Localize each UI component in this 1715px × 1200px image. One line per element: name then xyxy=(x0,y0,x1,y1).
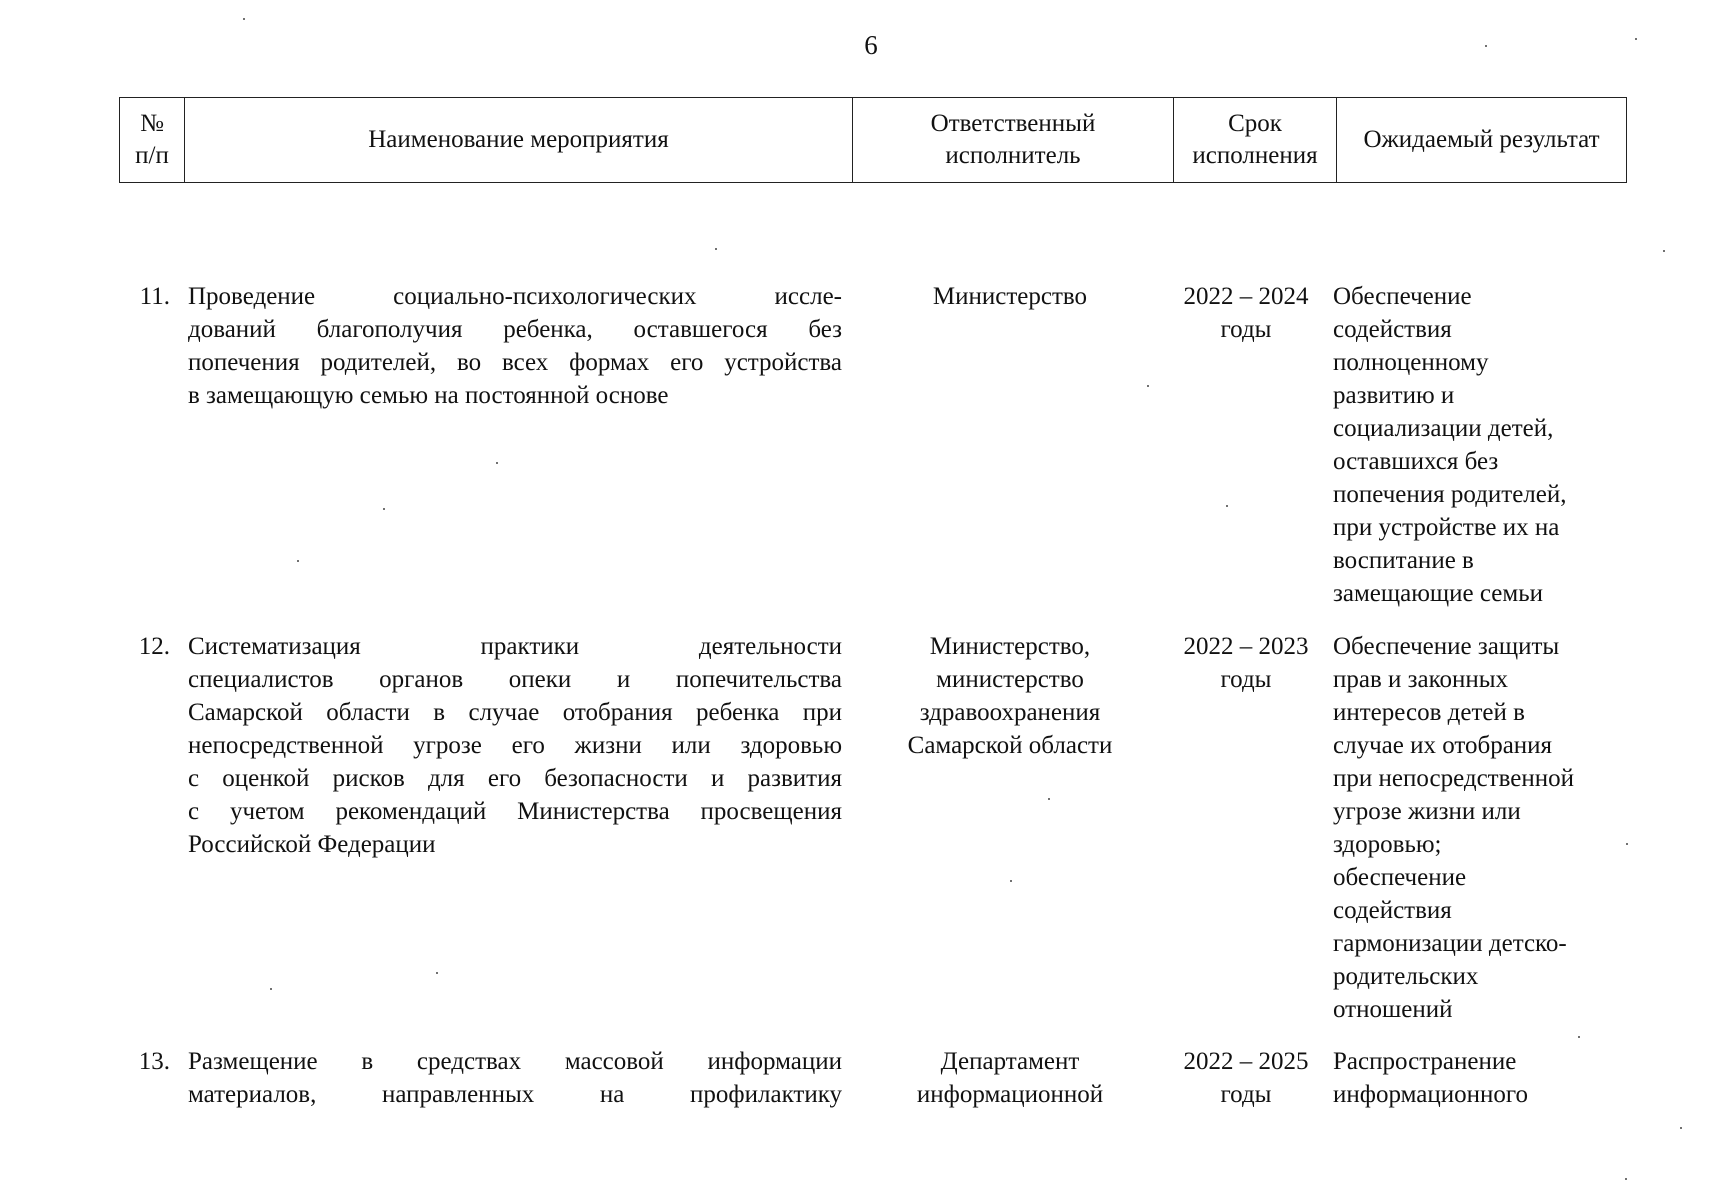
row-executor xyxy=(860,630,1160,762)
row-result xyxy=(1333,280,1623,610)
scan-speck xyxy=(243,18,245,20)
scan-speck xyxy=(297,560,299,562)
scan-speck xyxy=(270,988,272,990)
row-activity-name xyxy=(188,1045,842,1111)
scan-speck xyxy=(1010,880,1012,882)
term-line: годы xyxy=(1220,1081,1272,1108)
result-line: оставшихся без xyxy=(1333,448,1499,475)
executor-line: здравоохранения xyxy=(919,699,1101,726)
activity-line: Систематизация практики деятельности xyxy=(188,633,842,660)
row-executor xyxy=(860,280,1160,313)
table-header xyxy=(119,97,1627,183)
activity-line: дований благополучия ребенка, оставшегося без xyxy=(188,316,842,343)
activity-line: попечения родителей, во всех формах его устройства xyxy=(188,349,842,376)
activity-line: материалов, направленных на профилактику xyxy=(188,1081,842,1108)
term-line: годы xyxy=(1220,666,1272,693)
header-term-line-2: исполнения xyxy=(1192,142,1318,169)
row-number: 11. xyxy=(139,283,170,310)
result-line: при устройстве их на xyxy=(1333,514,1560,541)
result-line: содействия xyxy=(1333,316,1452,343)
result-line: обеспечение xyxy=(1333,864,1467,891)
row-activity-name xyxy=(188,630,842,861)
header-executor-line-2: исполнитель xyxy=(945,142,1081,169)
term-line: 2022 – 2023 xyxy=(1183,633,1309,660)
result-line: при непосредственной xyxy=(1333,765,1574,792)
header-number-symbol: № xyxy=(140,110,164,137)
scan-speck xyxy=(383,508,385,510)
activity-line: с оценкой рисков для его безопасности и развития xyxy=(188,765,842,792)
header-name-column xyxy=(185,98,853,182)
result-line: Обеспечение защиты xyxy=(1333,633,1560,660)
header-number-column xyxy=(120,98,185,182)
result-line: социализации детей, xyxy=(1333,415,1554,442)
header-result-column xyxy=(1337,98,1626,182)
scan-speck xyxy=(436,972,438,974)
scan-speck xyxy=(1680,1127,1682,1129)
result-line: замещающие семьи xyxy=(1333,580,1543,607)
result-line: воспитание в xyxy=(1333,547,1474,574)
term-line: 2022 – 2025 xyxy=(1183,1048,1309,1075)
activity-line: непосредственной угрозе его жизни или здоровью xyxy=(188,732,842,759)
result-line: родительских xyxy=(1333,963,1479,990)
executor-line: Министерство xyxy=(932,283,1088,310)
row-term xyxy=(1170,1045,1322,1111)
row-term xyxy=(1170,630,1322,696)
result-line: случае их отобрания xyxy=(1333,732,1553,759)
result-line: полноценному xyxy=(1333,349,1489,376)
row-activity-name xyxy=(188,280,842,412)
scan-speck xyxy=(496,462,498,464)
activity-line: Самарской области в случае отобрания ребенка при xyxy=(188,699,842,726)
activity-line: специалистов органов опеки и попечительства xyxy=(188,666,842,693)
result-line: интересов детей в xyxy=(1333,699,1525,726)
scan-speck xyxy=(1226,505,1228,507)
scan-speck xyxy=(1625,1178,1627,1180)
header-term-column xyxy=(1174,98,1337,182)
scan-speck xyxy=(1626,843,1628,845)
scan-speck xyxy=(1147,385,1149,387)
result-line: здоровью; xyxy=(1333,831,1442,858)
result-line: гармонизации детско- xyxy=(1333,930,1567,957)
header-term-line-1: Срок xyxy=(1228,110,1282,137)
result-line: прав и законных xyxy=(1333,666,1509,693)
activity-line: Размещение в средствах массовой информации xyxy=(188,1048,842,1075)
row-number: 13. xyxy=(138,1048,170,1075)
executor-line: информационной xyxy=(916,1081,1104,1108)
result-line: развитию и xyxy=(1333,382,1455,409)
row-result xyxy=(1333,630,1623,1026)
scan-speck xyxy=(1048,798,1050,800)
activity-line: Российской Федерации xyxy=(188,831,436,858)
executor-line: Министерство, xyxy=(929,633,1091,660)
result-line: Распространение xyxy=(1333,1048,1517,1075)
header-name-label: Наименование мероприятия xyxy=(368,126,669,153)
executor-line: Самарской области xyxy=(907,732,1113,759)
scan-speck xyxy=(1663,250,1665,252)
row-number: 12. xyxy=(138,633,170,660)
page-number: 6 xyxy=(864,30,878,60)
executor-line: министерство xyxy=(936,666,1084,693)
result-line: содействия xyxy=(1333,897,1452,924)
scan-speck xyxy=(715,248,717,250)
activity-line: в замещающую семью на постоянной основе xyxy=(188,382,669,409)
scan-speck xyxy=(1578,1036,1580,1038)
header-executor-column xyxy=(853,98,1174,182)
term-line: годы xyxy=(1220,316,1272,343)
scan-speck xyxy=(1635,38,1637,40)
term-line: 2022 – 2024 xyxy=(1183,283,1309,310)
activity-line: Проведение социально-психологических иссле- xyxy=(188,283,842,310)
result-line: информационного xyxy=(1333,1081,1528,1108)
header-number-abbr: п/п xyxy=(135,142,169,169)
activity-line: с учетом рекомендаций Министерства просвещения xyxy=(188,798,842,825)
result-line: отношений xyxy=(1333,996,1453,1023)
result-line: Обеспечение xyxy=(1333,283,1472,310)
executor-line: Департамент xyxy=(940,1048,1080,1075)
row-term xyxy=(1170,280,1322,346)
result-line: попечения родителей, xyxy=(1333,481,1567,508)
row-executor xyxy=(860,1045,1160,1111)
header-result-label: Ожидаемый результат xyxy=(1363,126,1600,153)
row-result xyxy=(1333,1045,1623,1111)
scan-speck xyxy=(1485,45,1487,47)
header-executor-line-1: Ответственный xyxy=(930,110,1096,137)
result-line: угрозе жизни или xyxy=(1333,798,1521,825)
